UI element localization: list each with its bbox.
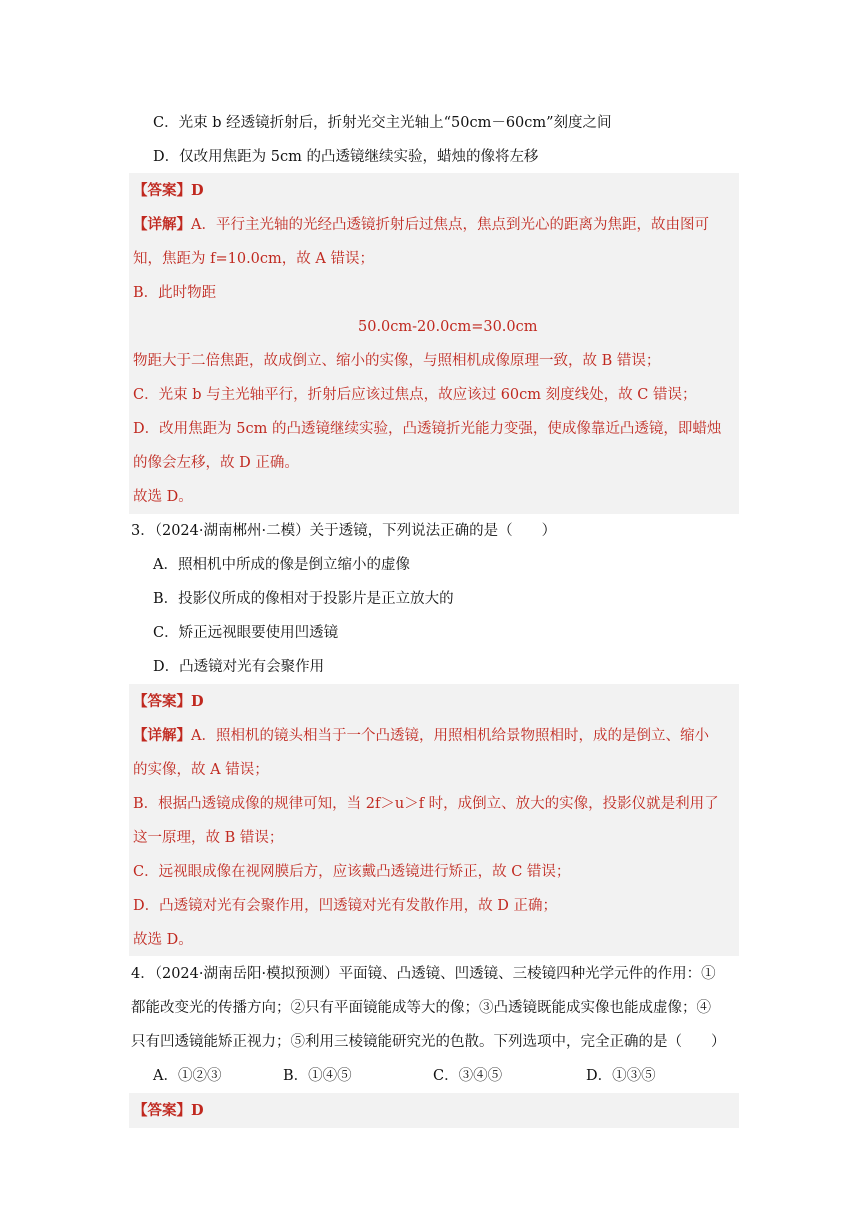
q2-option-c: C．光束 b 经透镜折射后，折射光交主光轴上“50cm－60cm”刻度之间: [153, 115, 612, 131]
answer-block-q4: [129, 1093, 739, 1128]
q3-detail-b-line2: 这一原理，故 B 错误；: [133, 830, 284, 846]
q4-stem-line2: 都能改变光的传播方向；②只有平面镜能成等大的像；③凸透镜既能成实像也能成虚像；④: [131, 1000, 711, 1016]
q4-option-c: C．③④⑤: [433, 1068, 503, 1084]
q3-option-d: D．凸透镜对光有会聚作用: [153, 659, 325, 675]
q2-detail-b-intro: B．此时物距: [133, 285, 217, 301]
q2-option-d: D．仅改用焦距为 5cm 的凸透镜继续实验，蜡烛的像将左移: [153, 149, 539, 165]
q4-stem-line3: 只有凹透镜能矫正视力；⑤利用三棱镜能研究光的色散。下列选项中，完全正确的是（ ）: [131, 1034, 726, 1050]
q3-detail-d-text: D．凸透镜对光有会聚作用，凹透镜对光有发散作用，故 D 正确；: [133, 898, 557, 914]
q3-option-b: B．投影仪所成的像相对于投影片是正立放大的: [153, 591, 454, 607]
q2-answer: 【答案】D: [133, 182, 204, 199]
q3-detail-a-line1: [133, 726, 709, 746]
q4-option-a: A．①②③: [153, 1068, 222, 1084]
q3-detail-a-line2: 的实像，故 A 错误；: [133, 762, 269, 778]
q2-detail-d-line1: D．改用焦距为 5cm 的凸透镜继续实验，凸透镜折光能力变强，使成像靠近凸透镜，即蜡烛: [133, 421, 722, 437]
q2-detail-tag: 【详解】: [133, 216, 191, 233]
q2-choose: 故选 D。: [133, 489, 193, 505]
q3-detail-a-text: A．照相机的镜头相当于一个凸透镜，用照相机给景物照相时，成的是倒立、缩小: [191, 728, 709, 744]
q3-option-c: C．矫正远视眼要使用凹透镜: [153, 625, 339, 641]
q4-option-b: B．①④⑤: [283, 1068, 352, 1084]
q3-answer: 【答案】D: [133, 693, 204, 710]
q4-option-d: D．①③⑤: [586, 1068, 656, 1084]
q2-detail-a-line2: 知，焦距为 f=10.0cm，故 A 错误；: [133, 251, 374, 267]
q2-detail-d-line2: 的像会左移，故 D 正确。: [133, 455, 299, 471]
q4-stem-line1: 4．（2024·湖南岳阳·模拟预测）平面镜、凸透镜、凹透镜、三棱镜四种光学元件的作用：①: [131, 966, 716, 982]
q3-detail-c-text: C．远视眼成像在视网膜后方，应该戴凸透镜进行矫正，故 C 错误；: [133, 864, 571, 880]
q3-detail-b-line1: B．根据凸透镜成像的规律可知，当 2f＞u＞f 时，成倒立、放大的实像，投影仪就是利用了: [133, 796, 719, 812]
q4-answer: 【答案】D: [133, 1102, 204, 1119]
q2-detail-b-text: 物距大于二倍焦距，故成倒立、缩小的实像，与照相机成像原理一致，故 B 错误；: [133, 353, 661, 369]
q2-detail-c-text: C．光束 b 与主光轴平行，折射后应该过焦点，故应该过 60cm 刻度线处，故 C 错误；: [133, 387, 697, 403]
q2-equation: 50.0cm-20.0cm=30.0cm: [358, 319, 538, 335]
q3-stem: 3．（2024·湖南郴州·二模）关于透镜，下列说法正确的是（ ）: [131, 523, 557, 539]
q2-detail-a-text: A．平行主光轴的光经凸透镜折射后过焦点，焦点到光心的距离为焦距，故由图可: [191, 217, 709, 233]
q3-detail-tag: 【详解】: [133, 727, 191, 744]
q3-choose: 故选 D。: [133, 932, 193, 948]
q2-detail-a-line1: [133, 215, 709, 235]
q3-option-a: A．照相机中所成的像是倒立缩小的虚像: [153, 557, 410, 573]
